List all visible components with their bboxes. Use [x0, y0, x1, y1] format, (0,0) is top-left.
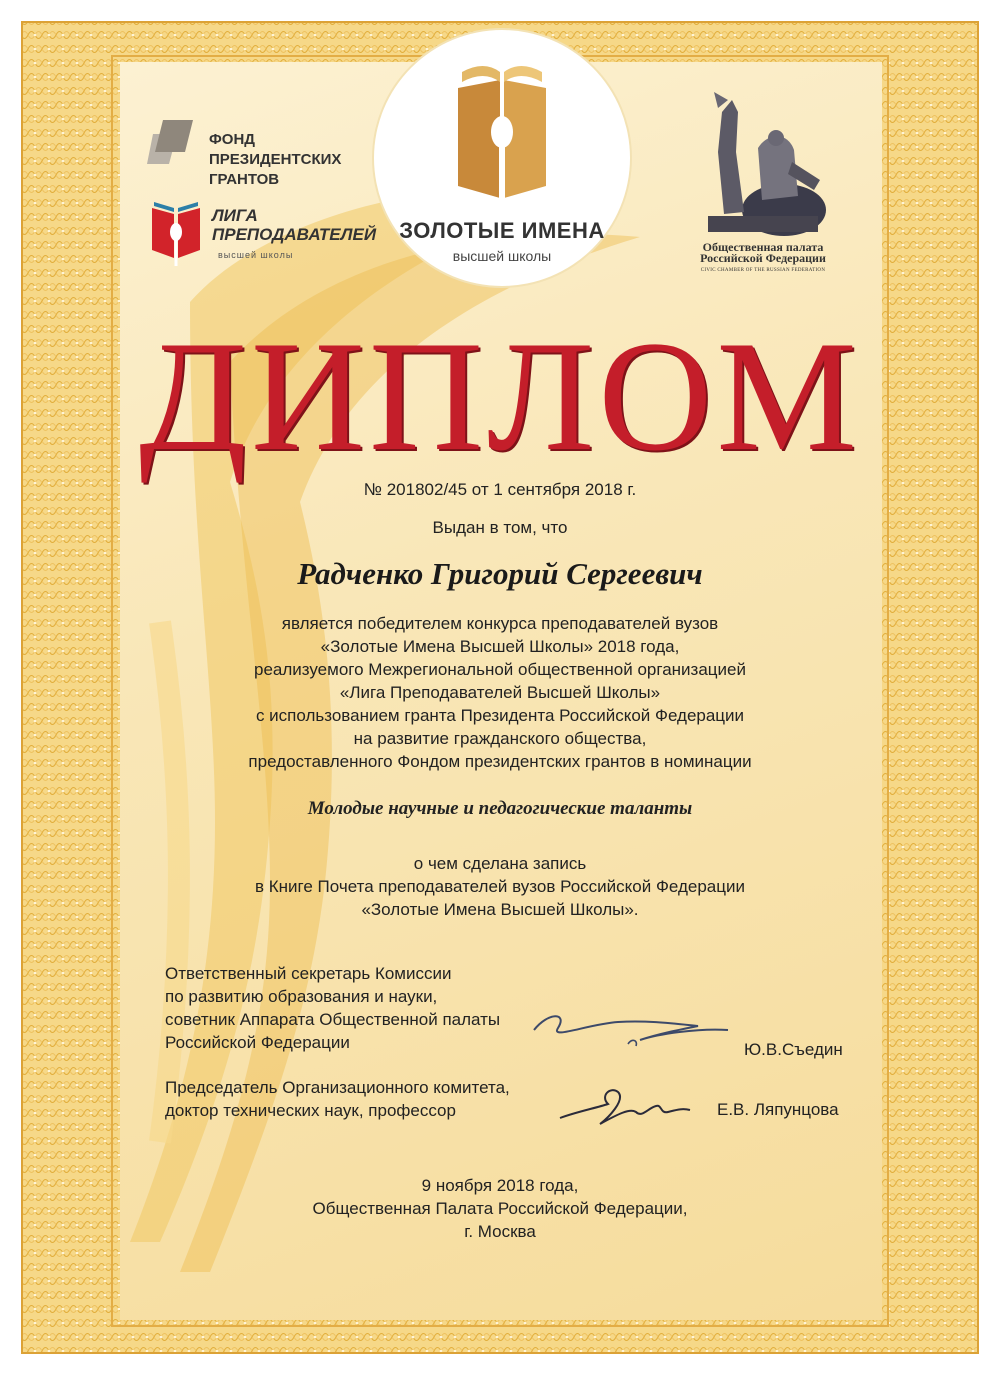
liga-book-icon [150, 198, 202, 272]
record-line: «Золотые Имена Высшей Школы». [361, 900, 639, 919]
diploma-footer [0, 1174, 1000, 1243]
golden-names-logo [374, 30, 630, 286]
body-line: «Лига Преподавателей Высшей Школы» [339, 683, 661, 702]
signature-1 [528, 1004, 738, 1054]
footer-place: Общественная Палата Российской Федерации, [312, 1199, 688, 1218]
body-line: «Золотые Имена Высшей Школы» 2018 года, [320, 637, 680, 656]
body-line: с использованием гранта Президента Российской Федерации [255, 706, 745, 725]
fond-line-1: ФОНД [209, 131, 255, 148]
issued-line: Выдан в том, что [432, 518, 568, 537]
footer-city: г. Москва [464, 1222, 536, 1241]
liga-subtitle: высшей школы [218, 250, 294, 260]
nomination: Молодые научные и педагогические таланты [307, 798, 693, 819]
liga-line-1: ЛИГА [212, 206, 258, 225]
signatory-2-position [165, 1076, 510, 1122]
signatory-1-position [165, 962, 500, 1054]
palata-line-2: Российской Федерации [700, 251, 826, 265]
position-line: по развитию образования и науки, [165, 987, 438, 1006]
palata-line-1: Общественная палата [702, 240, 824, 254]
palata-line-3: CIVIC CHAMBER OF THE RUSSIAN FEDERATION [700, 268, 826, 273]
position-line: Ответственный секретарь Комиссии [165, 964, 452, 983]
liga-line-2: ПРЕПОДАВАТЕЛЕЙ [212, 225, 377, 244]
body-line: является победителем конкурса преподавателей вузов [281, 614, 719, 633]
body-line: предоставленного Фондом президентских грантов в номинации [248, 752, 752, 771]
civic-chamber-logo [688, 92, 838, 282]
position-line: советник Аппарата Общественной палаты [165, 1010, 501, 1029]
diploma-body [0, 612, 1000, 773]
record-line: о чем сделана запись [413, 854, 587, 873]
fond-logo-icon [147, 120, 193, 166]
position-line: доктор технических наук, профессор [165, 1101, 456, 1120]
fond-line-3: ГРАНТОВ [209, 171, 280, 188]
recipient-name: Радченко Григорий Сергеевич [297, 556, 703, 591]
golden-names-subtitle: высшей школы [452, 248, 552, 264]
golden-names-title: ЗОЛОТЫЕ ИМЕНА [399, 218, 605, 243]
diploma-number: № 201802/45 от 1 сентября 2018 г. [363, 480, 637, 499]
record-line: в Книге Почета преподавателей вузов Российской Федерации [255, 877, 745, 896]
record-text [0, 852, 1000, 921]
golden-book-icon [454, 58, 550, 208]
signatory-2-name: Е.В. Ляпунцова [717, 1100, 839, 1119]
position-line: Российской Федерации [165, 1033, 350, 1052]
diploma-title: ДИПЛОМ [139, 309, 861, 484]
position-line: Председатель Организационного комитета, [165, 1078, 510, 1097]
footer-date: 9 ноября 2018 года, [421, 1176, 579, 1195]
body-line: реализуемого Межрегиональной общественной организацией [253, 660, 746, 679]
signatory-1-name: Ю.В.Съедин [744, 1040, 843, 1059]
signature-2 [556, 1078, 706, 1138]
monument-icon [688, 92, 838, 242]
fond-line-2: ПРЕЗИДЕНТСКИХ [209, 151, 342, 168]
body-line: на развитие гражданского общества, [353, 729, 647, 748]
